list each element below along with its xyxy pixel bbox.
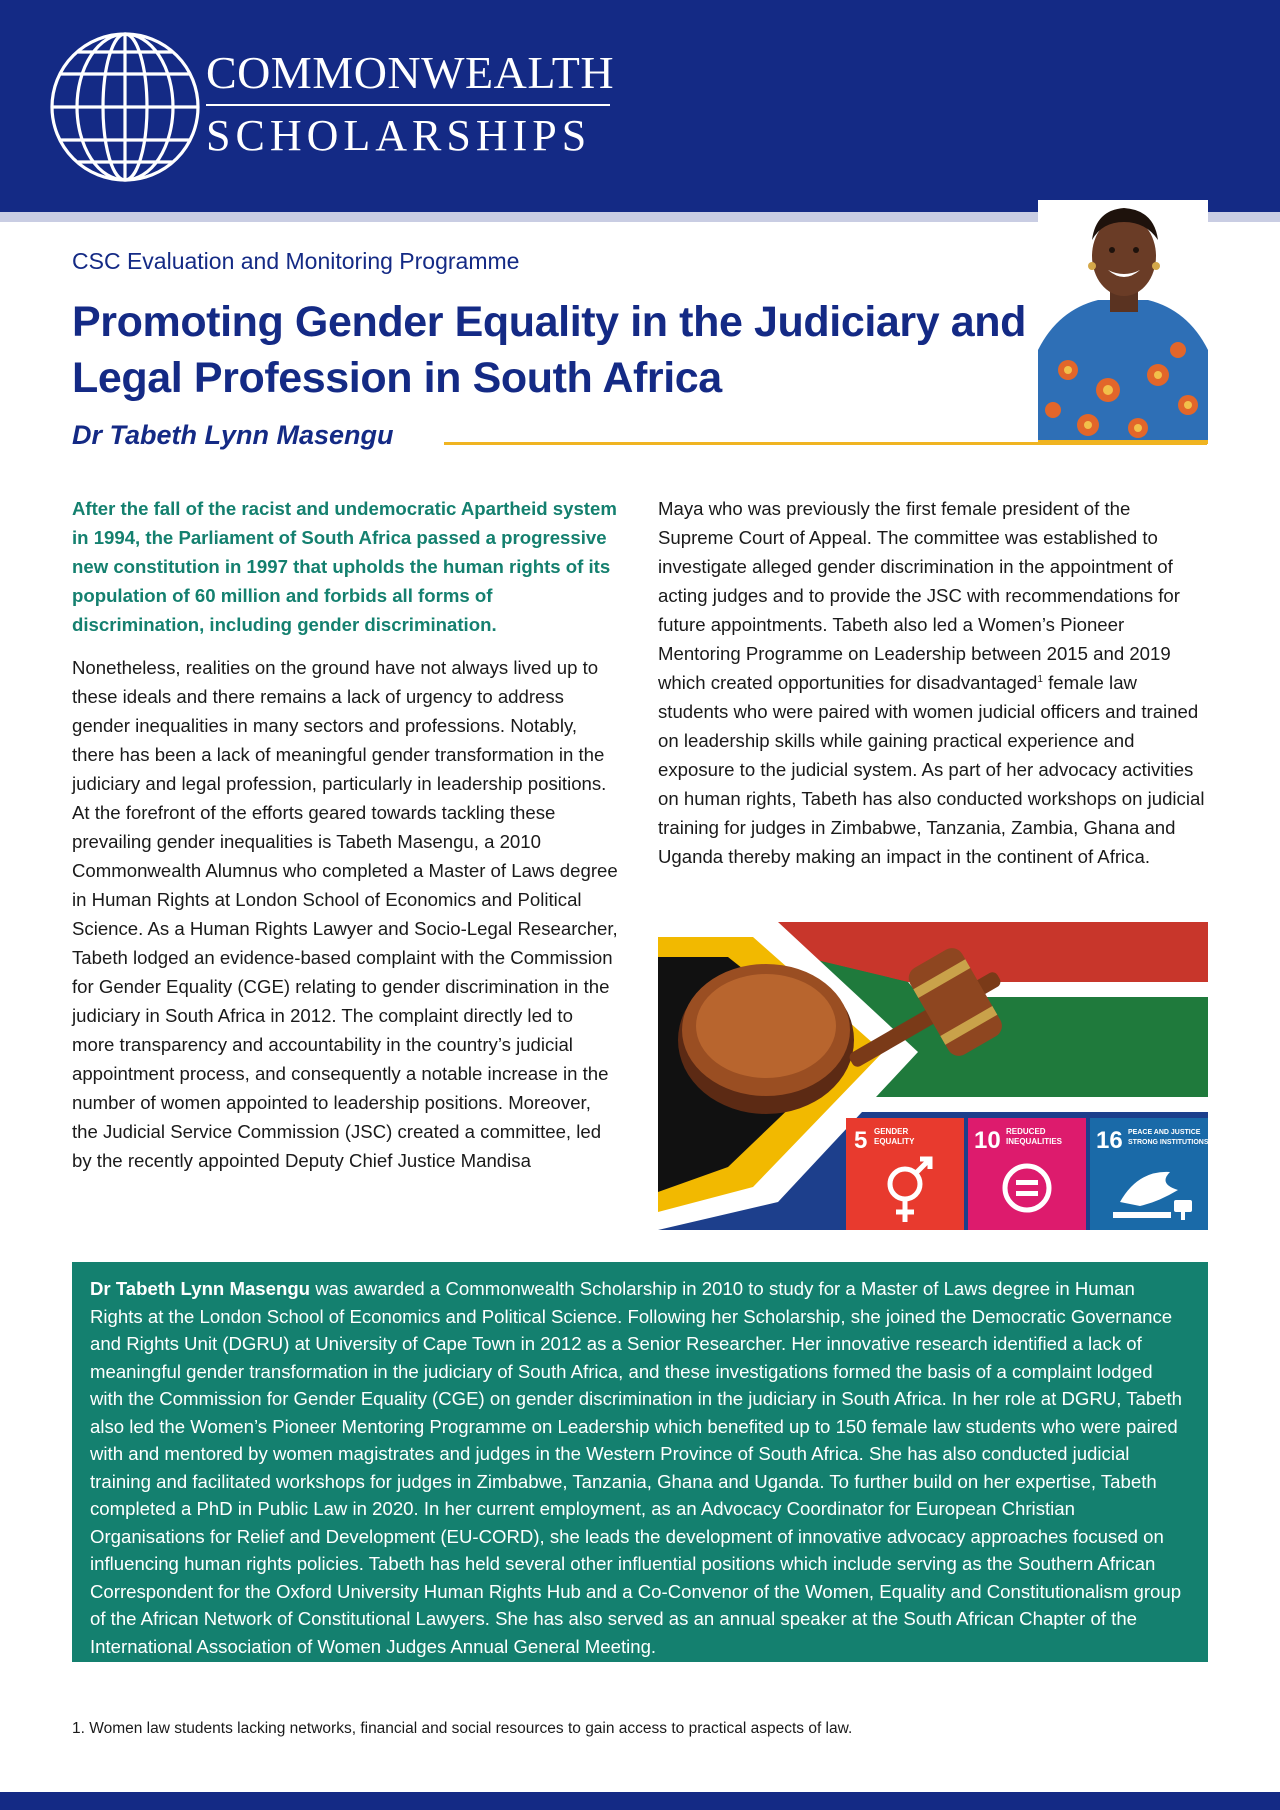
sdg-10-label-line1: REDUCED bbox=[1006, 1127, 1046, 1136]
author-row bbox=[72, 420, 1207, 454]
author-name: Dr Tabeth Lynn Masengu bbox=[72, 420, 394, 450]
article-left-column bbox=[72, 494, 620, 1175]
brand-name-line1: COMMONWEALTH bbox=[206, 47, 615, 98]
brand-divider bbox=[206, 104, 610, 106]
bio-paragraph bbox=[90, 1275, 1190, 1660]
bio-name: Dr Tabeth Lynn Masengu bbox=[90, 1278, 311, 1299]
body-text-part2: female law students who were paired with women judicial officers and trained on leadership skills while gaining practical experience and exposure to the judicial system. As part of her advocacy activities on human rights, Tabeth has also conducted workshops on judicial training for judges in Zimbabwe, Tanzania, Zambia, Ghana and Uganda thereby making an impact in the continent of Africa. bbox=[658, 672, 1205, 867]
brand-name-line2: SCHOLARSHIPS bbox=[206, 111, 592, 160]
sdg-10-label-line2: INEQUALITIES bbox=[1006, 1137, 1063, 1146]
sdg-10-number: 10 bbox=[974, 1127, 1001, 1154]
bio-text: was awarded a Commonwealth Scholarship in 2010 to study for a Master of Laws degree in Human Rights at the London School of Economics and Political Science. Following her Scholarship, she joined the Democratic Governance and Rights Unit (DGRU) at University of Cape Town in 2012 as a Senior Researcher. Her innovative research identified a lack of meaningful gender transformation in the judiciary of South Africa, and these investigations formed the basis of a complaint lodged with the Commission for Gender Equality (CGE) on gender discrimination in the judiciary in South Africa. In her role at DGRU, Tabeth also led the Women’s Pioneer Mentoring Programme on Leadership which benefited up to 150 female law students who were paired with and mentored by women magistrates and judges in the Western Province of South Africa. She has also conducted judicial training and facilitated workshops for judges in Zimbabwe, Tanzania, Ghana and Uganda. To further build on her expertise, Tabeth completed a PhD in Public Law in 2020. In her current employment, as an Advocacy Coordinator for European Christian Organisations for Relief and Development (EU-CORD), she leads the development of innovative advocacy approaches focused on influencing human rights policies. Tabeth has held several other influential positions which include serving as the Southern African Correspondent for the Oxford University Human Rights Hub and a Co-Convenor of the Women, Equality and Constitutionalism group of the African Network of Constitutional Lawyers. She has also served as an annual speaker at the South African Chapter of the International Association of Women Judges Annual General Meeting. bbox=[90, 1278, 1183, 1657]
programme-label: CSC Evaluation and Monitoring Programme bbox=[72, 248, 520, 274]
sdg-tile-group bbox=[846, 1118, 1208, 1230]
bio-box bbox=[72, 1262, 1208, 1662]
body-paragraph-left: Nonetheless, realities on the ground have not always lived up to these ideals and there remains a lack of urgency to address gender inequalities in many sectors and professions. Notably, there has been a lack of meaningful gender transformation in the judiciary and legal profession, particularly in leadership positions. At the forefront of the efforts geared towards tackling these prevailing gender inequalities is Tabeth Masengu, a 2010 Commonwealth Alumnus who completed a Master of Laws degree in Human Rights at London School of Economics and Political Science. As a Human Rights Lawyer and Socio-Legal Researcher, Tabeth lodged an evidence-based complaint with the Commission for Gender Equality (CGE) relating to gender discrimination in the judiciary in South Africa in 2012. The complaint directly led to more transparency and accountability in the country’s judicial appointment process, and consequently a notable increase in the number of women appointed to leadership positions. Moreover, the Judicial Service Commission (JSC) created a committee, led by the recently appointed Deputy Chief Justice Mandisa bbox=[72, 657, 618, 1171]
sdg-5-label-line1: GENDER bbox=[874, 1127, 909, 1136]
lead-paragraph: After the fall of the racist and undemocratic Apartheid system in 1994, the Parliament of South Africa passed a progressive new constitution in 1997 that upholds the human rights of its population of 60 million and forbids all forms of discrimination, including gender discrimination. bbox=[72, 498, 617, 635]
footnote: 1. Women law students lacking networks, financial and social resources to gain access to practical aspects of law. bbox=[72, 1720, 853, 1737]
globe-icon bbox=[48, 30, 202, 184]
sdg-16-label-line1: PEACE AND JUSTICE bbox=[1128, 1129, 1201, 1136]
gavel-flag-photo bbox=[658, 922, 1208, 1230]
header-banner bbox=[0, 0, 1280, 212]
article-right-column bbox=[658, 494, 1208, 871]
footer-bar bbox=[0, 1792, 1280, 1810]
sdg-5-number: 5 bbox=[854, 1127, 868, 1154]
body-paragraph-right bbox=[658, 494, 1208, 871]
sdg-16-label-line2: STRONG INSTITUTIONS bbox=[1128, 1139, 1208, 1146]
footnote-marker: 1 bbox=[1037, 673, 1043, 685]
page-title: Promoting Gender Equality in the Judiciary and Legal Profession in South Africa bbox=[72, 298, 1027, 402]
body-text-part1: Maya who was previously the first female president of the Supreme Court of Appeal. The committee was established to investigate alleged gender discrimination in the appointment of acting judges and to provide the JSC with recommendations for future appointments. Tabeth also led a Women’s Pioneer Mentoring Programme on Leadership between 2015 and 2019 which created opportunities for disadvantaged bbox=[658, 498, 1180, 693]
sdg-16-number: 16 bbox=[1096, 1127, 1123, 1154]
sdg-5-label-line2: EQUALITY bbox=[874, 1137, 915, 1146]
author-portrait bbox=[1038, 200, 1208, 444]
